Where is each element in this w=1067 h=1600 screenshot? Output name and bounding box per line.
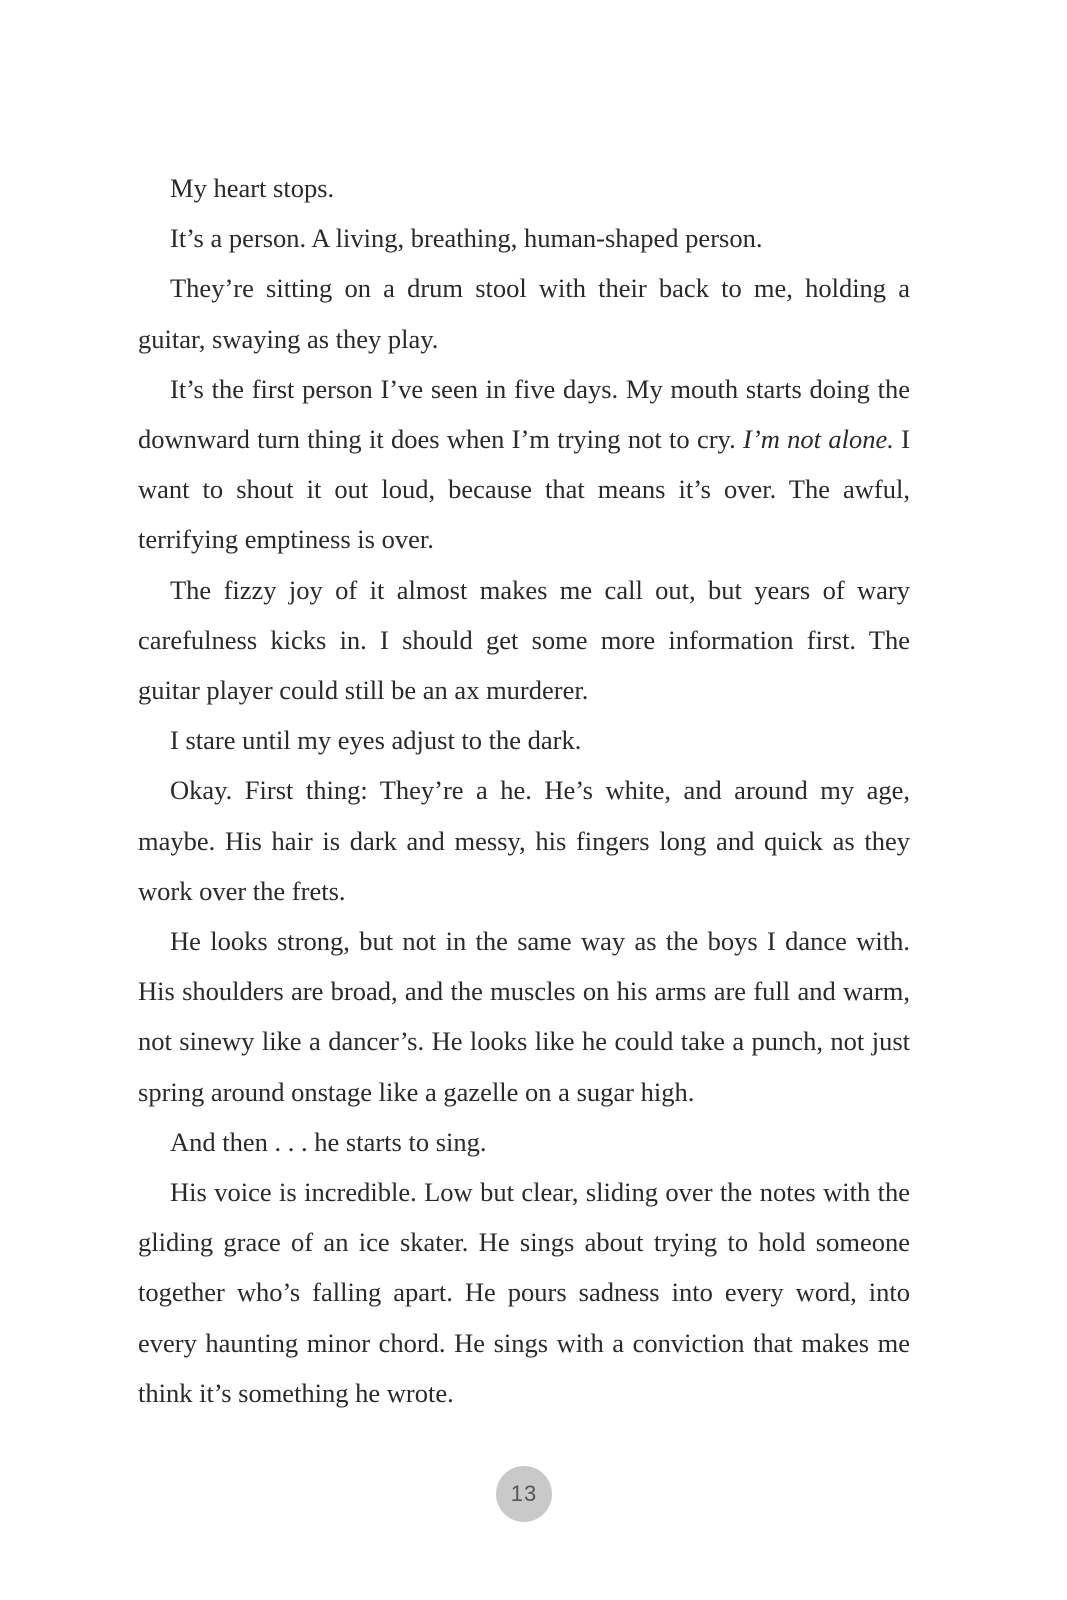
paragraph-10: His voice is incredible. Low but clear, sliding over the notes with the gliding grace of an ice skater. He sings about trying to hold someone together who’s falling apart. He pours sadness into every word, into every haunting minor chord. He sings with a conviction that makes me think it’s something he wrote. xyxy=(138,1177,910,1408)
paragraph-3: They’re sitting on a drum stool with their back to me, holding a guitar, swaying as they play. xyxy=(138,273,910,354)
paragraph-4-start: It’s the first person I’ve seen in five days. My mouth starts doing the downward turn thing it does when I’m trying not to cry. xyxy=(138,373,910,455)
page-number: 13 xyxy=(510,1481,538,1506)
paragraph-1: My heart stops. xyxy=(170,173,335,203)
paragraph-6: I stare until my eyes adjust to the dark. xyxy=(170,725,582,756)
paragraph-2: It’s a person. A living, breathing, human-shaped person. xyxy=(170,223,763,254)
paragraph-8: He looks strong, but not in the same way as the boys I dance with. His shoulders are broad, and the muscles on his arms are full and warm, not sinewy like a dancer’s. He looks like he could take a punch, not just spring around onstage like a gazelle on a sugar high. xyxy=(138,926,910,1107)
page-body xyxy=(138,163,910,1418)
paragraph-7: Okay. First thing: They’re a he. He’s white, and around my age, maybe. His hair is dark and messy, his fingers long and quick as they work over the frets. xyxy=(138,775,910,906)
paragraph-9: And then . . . he starts to sing. xyxy=(170,1126,487,1157)
paragraph-4-end: I want to shout it out loud, because that means it’s over. The awful, terrifying emptiness is over. xyxy=(138,424,910,555)
page-number-badge xyxy=(496,1466,552,1522)
paragraph-4-italic: I’m not alone. xyxy=(743,424,894,455)
paragraph-5: The fizzy joy of it almost makes me call out, but years of wary carefulness kicks in. I should get some more information first. The guitar player could still be an ax murderer. xyxy=(138,574,910,706)
paragraph-4 xyxy=(138,364,910,565)
